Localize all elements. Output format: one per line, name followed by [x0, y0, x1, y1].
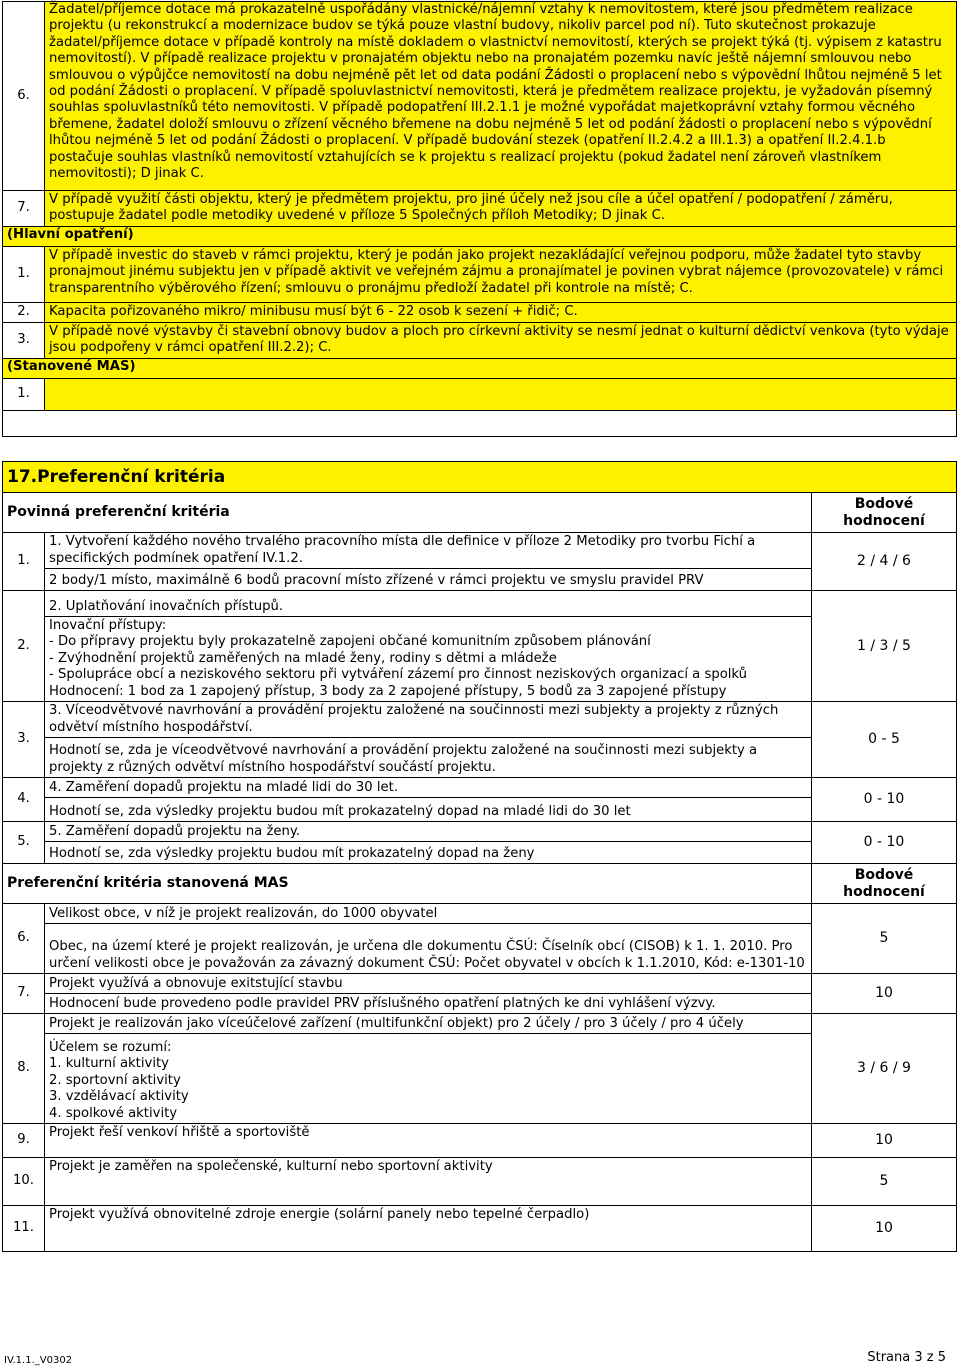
criterion-points: 10 [811, 1124, 956, 1158]
criterion-points: 1 / 3 / 5 [811, 591, 956, 702]
condition-text [45, 379, 957, 411]
condition-text: Kapacita pořizovaného mikro/ minibusu musí být 6 - 22 osob k sezení + řidič; C. [45, 303, 957, 323]
row-number: 3. [3, 323, 45, 359]
points-header: Bodové hodnocení [811, 493, 956, 533]
criterion-text: Projekt je zaměřen na společenské, kulturní nebo sportovní aktivity [45, 1158, 812, 1206]
condition-text: V případě investic do staveb v rámci projektu, který je podán jako projekt nezakládající veřejnou podporu, může žadatel tyto stavby pronajmout jinému subjektu jen v případě aktivit ve veřejném zájmu a pronajímatel je povinen vybrat nájemce (provozovatele) v rámci transparentního výběrového řízení; smlouvu o pronájmu předloží žadatel při kontrole na místě; C. [45, 247, 957, 303]
row-number: 6. [3, 2, 45, 191]
criterion-points: 0 - 10 [811, 778, 956, 822]
stanovene-mas-header: (Stanovené MAS) [3, 359, 957, 379]
row-number: 7. [3, 191, 45, 227]
criterion-points: 0 - 10 [811, 822, 956, 864]
points-header: Bodové hodnocení [811, 864, 956, 904]
criterion-points: 5 [811, 1158, 956, 1206]
conditions-table [2, 1, 957, 437]
criterion-number: 7. [3, 974, 45, 1014]
criterion-text: 2. Uplatňování inovačních přístupů. [45, 591, 812, 617]
criterion-number: 6. [3, 904, 45, 974]
criterion-text: Velikost obce, v níž je projekt realizován, do 1000 obyvatel [45, 904, 812, 924]
criterion-points: 10 [811, 974, 956, 1014]
criterion-number: 1. [3, 533, 45, 591]
criterion-text: 3. Víceodvětvové navrhování a provádění projektu založené na součinnosti mezi subjekty a projekty z různých odvětví místního hospodářství. [45, 702, 812, 738]
row-number: 1. [3, 247, 45, 303]
criterion-number: 8. [3, 1014, 45, 1124]
criterion-text: 4. Zaměření dopadů projektu na mladé lidi do 30 let. [45, 778, 812, 798]
povinna-kriteria-header: Povinná preferenční kritéria [3, 493, 812, 533]
criterion-text: Inovační přístupy: - Do přípravy projektu byly prokazatelně zapojeni občané komunitním způsobem plánování - Zvýhodnění projektů zaměřených na mladé ženy, rodiny s dětmi a mládeže - Spolupráce obcí a neziskového sektoru při vytváření zázemí pro činnost neziskových organizací a spolků Hodnocení: 1 bod za 1 zapojený přístup, 3 body za 2 zapojené přístupy, 5 bodů za 3 zapojené přístupy [45, 617, 812, 702]
criterion-points: 0 - 5 [811, 702, 956, 778]
row-number: 1. [3, 379, 45, 411]
criterion-text: Projekt řeší venkoví hřiště a sportoviště [45, 1124, 812, 1158]
condition-text: V případě nové výstavby či stavební obnovy budov a ploch pro církevní aktivity se nesmí jednat o kulturní dědictví venkova (tyto výdaje jsou podpořeny v rámci opatření III.2.2); C. [45, 323, 957, 359]
criterion-text: Hodnotí se, zda je víceodvětvové navrhování a provádění projektu založené na součinnosti mezi subjekty a projekty z různých odvětví místního hospodářství součástí projektu. [45, 738, 812, 778]
row-number: 2. [3, 303, 45, 323]
criterion-number: 10. [3, 1158, 45, 1206]
doc-code: IV.1.1._V0302 [4, 1355, 73, 1366]
condition-text: V případě využití části objektu, který je předmětem projektu, pro jiné účely než jsou cíle a účel opatření / podopatření / záměru, postupuje žadatel podle metodiky uvedené v příloze 5 Společných příloh Metodiky; D jinak C. [45, 191, 957, 227]
criterion-points: 3 / 6 / 9 [811, 1014, 956, 1124]
preference-criteria-table [2, 461, 957, 1252]
criterion-number: 5. [3, 822, 45, 864]
criterion-text: Hodnotí se, zda výsledky projektu budou mít prokazatelný dopad na mladé lidi do 30 let [45, 798, 812, 822]
criterion-number: 3. [3, 702, 45, 778]
page-number: Strana 3 z 5 [867, 1350, 946, 1365]
hlavni-opatreni-header: (Hlavní opatření) [3, 227, 957, 247]
criterion-text: Projekt využívá a obnovuje exitstující stavbu [45, 974, 812, 994]
criterion-text: Hodnocení bude provedeno podle pravidel PRV příslušného opatření platných ke dni vyhlášení výzvy. [45, 994, 812, 1014]
criterion-number: 2. [3, 591, 45, 702]
mas-kriteria-header: Preferenční kritéria stanovená MAS [3, 864, 812, 904]
condition-text: Žadatel/příjemce dotace má prokazatelně uspořádány vlastnické/nájemní vztahy k nemovitostem, které jsou předmětem realizace projektu (u rekonstrukcí a modernizace budov se týká pouze vlastní budovy, nikoliv parcel pod ní). Tuto skutečnost prokazuje žadatel/příjemce dotace v případě kontroly na místě dokladem o vlastnictví nemovitostí, kterých se projekt týká (tj. výpisem z katastru nemovitostí). V případě realizace projektu v pronajatém objektu nebo na pronajatém pozemku navíc ještě nájemní smlouvou nebo smlouvou o výpůjčce nemovitostí na dobu nejméně pět let od data podání Žádosti o proplacení nebo s výpovědní lhůtou nejméně 5 let od podání Žádosti o proplacení. V případě spoluvlastnictví nemovitosti, která je předmětem realizace projektu, je vyžadován písemný souhlas spoluvlastníků této nemovitosti. V případě podopatření III.2.1.1 je možné vypořádat majetkoprávní vztahy formou věcného břemene, žadatel doloží smlouvu o zřízení věcného břemene na dobu nejméně 5 let od podání žádosti o proplacení nebo s výpovědní lhůtou nejméně 5 let od podání Žádosti o proplacení. V případě budování stezek (opatření II.2.4.2 a III.1.3) a opatření II.2.4.1.b postačuje souhlas vlastníků nemovitostí vztahujících se k projektu s realizací projektu (pokud žadatel není zároveň vlastníkem nemovitosti); D jinak C. [45, 2, 957, 191]
criterion-text: 1. Vytvoření každého nového trvalého pracovního místa dle definice v příloze 2 Metodiky pro tvorbu Fichí a specifických podmínek opatření IV.1.2. [45, 533, 812, 569]
criterion-number: 11. [3, 1206, 45, 1252]
criterion-points: 2 / 4 / 6 [811, 533, 956, 591]
criterion-text: Obec, na území které je projekt realizován, je určena dle dokumentu ČSÚ: Číselník obcí (CISOB) k 1. 1. 2010. Pro určení velikosti obce je považován za závazný dokument ČSÚ: Počet obyvatel v obcích k 1.1.2010, Kód: e-1301-10 [45, 924, 812, 974]
criterion-points: 10 [811, 1206, 956, 1252]
criterion-text: 5. Zaměření dopadů projektu na ženy. [45, 822, 812, 842]
criterion-text: Projekt využívá obnovitelné zdroje energie (solární panely nebo tepelné čerpadlo) [45, 1206, 812, 1252]
criterion-number: 9. [3, 1124, 45, 1158]
criterion-points: 5 [811, 904, 956, 974]
empty-row [3, 411, 957, 437]
criterion-number: 4. [3, 778, 45, 822]
section-title: 17.Preferenční kritéria [3, 462, 957, 493]
criterion-text: 2 body/1 místo, maximálně 6 bodů pracovní místo zřízené v rámci projektu ve smyslu pravidel PRV [45, 569, 812, 591]
criterion-text: Hodnotí se, zda výsledky projektu budou mít prokazatelný dopad na ženy [45, 842, 812, 864]
criterion-text: Účelem se rozumí: 1. kulturní aktivity 2. sportovní aktivity 3. vzdělávací aktivity 4. spolkové aktivity [45, 1034, 812, 1124]
criterion-text: Projekt je realizován jako víceúčelové zařízení (multifunkční objekt) pro 2 účely / pro 3 účely / pro 4 účely [45, 1014, 812, 1034]
